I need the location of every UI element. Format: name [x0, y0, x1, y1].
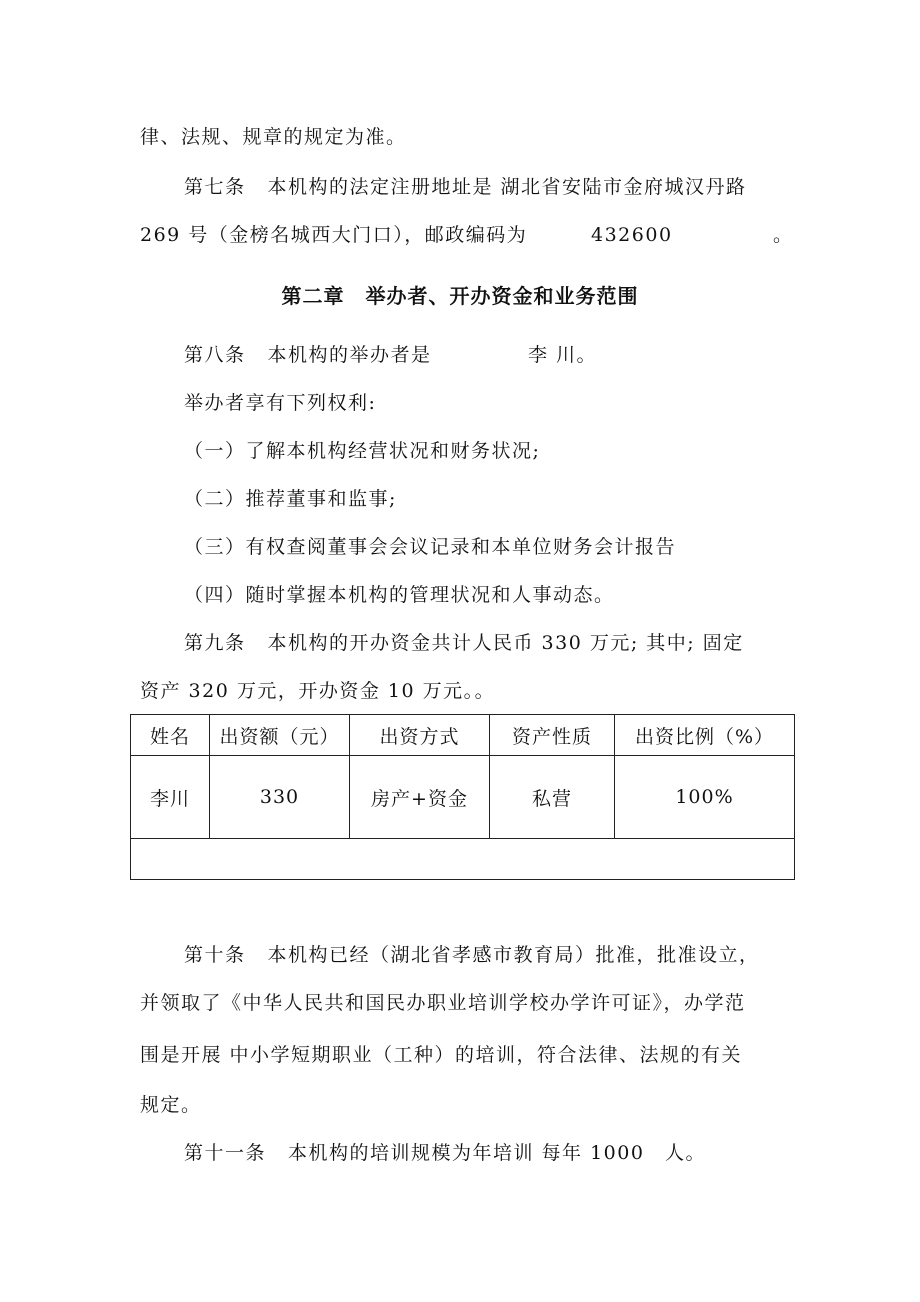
table-empty-cell — [131, 839, 795, 880]
article-text: 本机构的法定注册地址是 湖北省安陆市金府城汉丹路 — [267, 176, 747, 198]
article-9-line-1 — [184, 630, 920, 656]
article-label: 第九条 — [184, 632, 246, 654]
article-10-line-3: 围是开展 中小学短期职业（工种）的培训，符合法律、法规的有关 — [140, 1044, 743, 1066]
right-item: （一）了解本机构经营状况和财务状况; — [184, 440, 541, 462]
article-label: 第八条 — [184, 344, 246, 366]
period: 。 — [773, 224, 794, 246]
table-header-cell: 姓名 — [131, 715, 210, 756]
table-header-cell: 出资比例（%） — [615, 715, 795, 756]
text-line — [140, 124, 920, 150]
table-cell: 100% — [615, 756, 795, 839]
article-text: 269 号（金榜名城西大门口），邮政编码为 — [140, 224, 528, 246]
table-row — [131, 756, 795, 839]
article-label: 第十条 — [184, 944, 246, 966]
table-header-row — [131, 715, 795, 756]
chapter-heading: 第二章 举办者、开办资金和业务范围 — [281, 284, 639, 308]
article-label: 第七条 — [184, 176, 246, 198]
article-text: 本机构的举办者是 — [267, 344, 432, 366]
article-text: 本机构的开办资金共计人民币 330 万元; 其中; 固定 — [267, 632, 744, 654]
table-header-cell: 资产性质 — [490, 715, 615, 756]
article-7-line-2 — [140, 222, 920, 248]
table-cell: 私营 — [490, 756, 615, 839]
article-10-line-4: 规定。 — [140, 1094, 202, 1116]
table-cell: 330 — [210, 756, 350, 839]
table-cell: 李川 — [131, 756, 210, 839]
capital-table — [130, 714, 795, 880]
article-text: 本机构的培训规模为年培训 每年 1000 人。 — [288, 1142, 706, 1164]
right-item: （四）随时掌握本机构的管理状况和人事动态。 — [184, 584, 615, 606]
line-text: 律、法规、规章的规定为准。 — [140, 126, 407, 148]
table-header-cell: 出资方式 — [350, 715, 490, 756]
article-label: 第十一条 — [184, 1142, 267, 1164]
article-text: 本机构已经（湖北省孝感市教育局）批准，批准设立， — [267, 944, 760, 966]
article-11 — [184, 1140, 920, 1166]
article-7-line-1 — [184, 174, 920, 200]
founder-name: 李 川。 — [528, 344, 598, 366]
table-cell: 房产+资金 — [350, 756, 490, 839]
table-header-cell: 出资额（元） — [210, 715, 350, 756]
right-item: （三）有权查阅董事会会议记录和本单位财务会计报告 — [184, 536, 677, 558]
article-8 — [184, 342, 920, 368]
table-empty-row — [131, 839, 795, 880]
postcode: 432600 — [591, 224, 673, 246]
article-10-line-2: 并领取了《中华人民共和国民办职业培训学校办学许可证》，办学范 — [140, 992, 746, 1014]
rights-intro: 举办者享有下列权利: — [184, 392, 377, 414]
right-item: （二）推荐董事和监事; — [184, 488, 397, 510]
article-9-line-2: 资产 320 万元，开办资金 10 万元。。 — [140, 680, 496, 702]
article-10-line-1 — [184, 942, 920, 968]
